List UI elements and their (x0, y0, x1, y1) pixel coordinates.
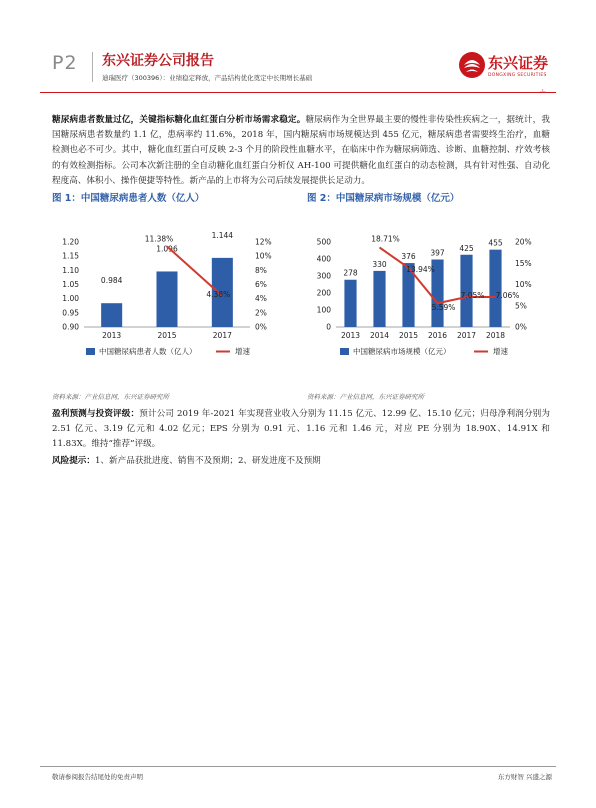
bar (373, 271, 385, 327)
y-tick-label: 0.90 (62, 322, 79, 332)
bar-value-label: 1.096 (156, 244, 178, 254)
corner-mark (540, 86, 546, 95)
footer-rule (40, 766, 556, 767)
x-tick-label: 2015 (157, 331, 177, 340)
bar (344, 280, 356, 327)
x-tick-label: 2016 (427, 331, 448, 340)
chart-market-size (296, 228, 554, 368)
bar-value-label: 376 (401, 252, 416, 262)
x-tick-label: 2014 (369, 331, 390, 340)
x-tick-label: 2013 (102, 331, 122, 340)
paragraph-body: 糖尿病作为全世界最主要的慢性非传染性疾病之一，据统计，我国糖尿病患者数量约 1.1 亿，患病率约 11.6%，2018 年，国内糖尿病市场规模达到 455 亿元，糖尿病患者需要终生治疗，血糖检测也必不可少。其中，糖化血红蛋白可反映 2-3 个月的阶段性血糖水平，在临床中作为糖尿病筛选、诊断、血糖控制、疗效考核的有效检测指标。公司本次新注册的全自动糖化血红蛋白分析仪 AH-100 可提供糖化血红蛋白的动态检测，具有针对性强、自动化程度高、体积小、操作便捷等特性。新产品的上市将为公司后续发展提供长足动力。 (52, 115, 550, 186)
paragraph-lead: 糖尿病患者数量过亿，关键指标糖化血红蛋白分析市场需求稳定。 (52, 115, 306, 125)
y-tick-label: 1.20 (62, 237, 79, 247)
y2-tick-label: 10% (255, 251, 272, 261)
bar (156, 271, 177, 327)
y2-tick-label: 20% (515, 237, 532, 247)
y2-tick-label: 4% (255, 294, 267, 304)
growth-value-label: 5.59% (431, 303, 456, 313)
y-tick-label: 100 (316, 305, 331, 315)
growth-value-label: 7.06% (495, 290, 520, 300)
growth-value-label: 18.71% (371, 234, 400, 244)
bar-value-label: 278 (343, 268, 358, 278)
legend-label: 增速 (235, 347, 250, 356)
y2-tick-label: 5% (515, 301, 527, 311)
figure-1-title: 图 1：中国糖尿病患者人数（亿人） (52, 193, 205, 204)
figure-2-title: 图 2：中国糖尿病市场规模（亿元） (307, 193, 460, 204)
legend-swatch-bar (340, 348, 349, 355)
legend-label: 中国糖尿病市场规模（亿元） (353, 347, 451, 356)
growth-value-label: 11.38% (144, 234, 174, 244)
paragraph-risk (52, 454, 550, 469)
logo-text: 东兴证券 (488, 54, 549, 72)
y-tick-label: 1.00 (62, 294, 79, 304)
dongxing-logo-icon (458, 50, 486, 80)
header-rule (40, 92, 556, 93)
paragraph-lead: 盈利预测与投资评级： (52, 409, 140, 419)
figure-2-source: 资料来源：产业信息网，东兴证券研究所 (307, 393, 424, 401)
bar (489, 250, 501, 327)
paragraph-body: 1、新产品获批进度、销售不及预期；2、研发进度不及预期 (94, 456, 321, 466)
y2-tick-label: 15% (515, 258, 532, 268)
bar-value-label: 1.144 (211, 230, 234, 240)
logo-subtext: DONGXING SECURITIES (488, 73, 547, 78)
y-tick-label: 500 (316, 237, 331, 247)
y2-tick-label: 12% (255, 237, 272, 247)
y-tick-label: 0.95 (62, 308, 79, 318)
report-title: 东兴证券公司报告 (102, 53, 214, 69)
paragraph-diabetes-market (52, 113, 550, 189)
paragraph-body: 预计公司 2019 年-2021 年实现营业收入分别为 11.15 亿元、12.99 亿、15.10 亿元；归母净利润分别为 2.51 亿元、3.19 亿元和 4.02 亿元；EPS 分别为 0.91 元、1.16 元和 1.46 元，对应 PE 分别为 18.90X、14.91X 和 11.83X。维持“推荐”评级。 (52, 409, 550, 450)
y-tick-label: 1.05 (62, 280, 79, 289)
growth-value-label: 7.05% (460, 291, 485, 301)
growth-value-label: 13.94% (406, 264, 435, 274)
y-tick-label: 1.15 (62, 251, 79, 261)
footer-disclaimer: 敬请参阅报告结尾处的免责声明 (52, 773, 143, 781)
y2-tick-label: 6% (255, 280, 267, 289)
header-divider (92, 52, 93, 82)
x-tick-label: 2018 (485, 331, 506, 340)
bar-value-label: 0.984 (100, 276, 123, 286)
x-tick-label: 2017 (456, 331, 477, 340)
report-subtitle: 迪瑞医疗（300396）：业绩稳定释放，产品结构优化奠定中长期增长基础 (102, 74, 313, 82)
figure-1-source: 资料来源：产业信息网，东兴证券研究所 (52, 393, 169, 401)
y2-tick-label: 10% (515, 280, 532, 289)
y-tick-label: 1.10 (62, 265, 79, 275)
y2-tick-label: 2% (255, 308, 267, 318)
y2-tick-label: 8% (255, 265, 267, 275)
paragraph-lead: 风险提示： (52, 456, 95, 466)
y2-tick-label: 0% (515, 322, 527, 332)
y-tick-label: 0 (326, 322, 331, 332)
bar (101, 303, 122, 327)
x-tick-label: 2013 (340, 331, 361, 340)
y-tick-label: 400 (316, 254, 331, 264)
page-number: P2 (52, 52, 78, 74)
y-tick-label: 200 (316, 288, 331, 298)
chart-patients (44, 228, 296, 368)
y-tick-label: 300 (316, 271, 331, 281)
paragraph-forecast (52, 407, 550, 453)
x-tick-label: 2015 (398, 331, 419, 340)
bar-value-label: 330 (372, 259, 387, 269)
bar-value-label: 397 (430, 248, 445, 258)
legend-label: 中国糖尿病患者人数（亿人） (99, 347, 197, 356)
legend-swatch-bar (86, 348, 95, 355)
x-tick-label: 2017 (212, 331, 232, 340)
y2-tick-label: 0% (255, 322, 267, 332)
footer-slogan: 东方财智 兴盛之源 (497, 773, 552, 781)
bar-value-label: 425 (459, 243, 474, 253)
legend-label: 增速 (493, 347, 508, 356)
bar-value-label: 455 (488, 238, 503, 248)
growth-value-label: 4.38% (206, 289, 231, 299)
